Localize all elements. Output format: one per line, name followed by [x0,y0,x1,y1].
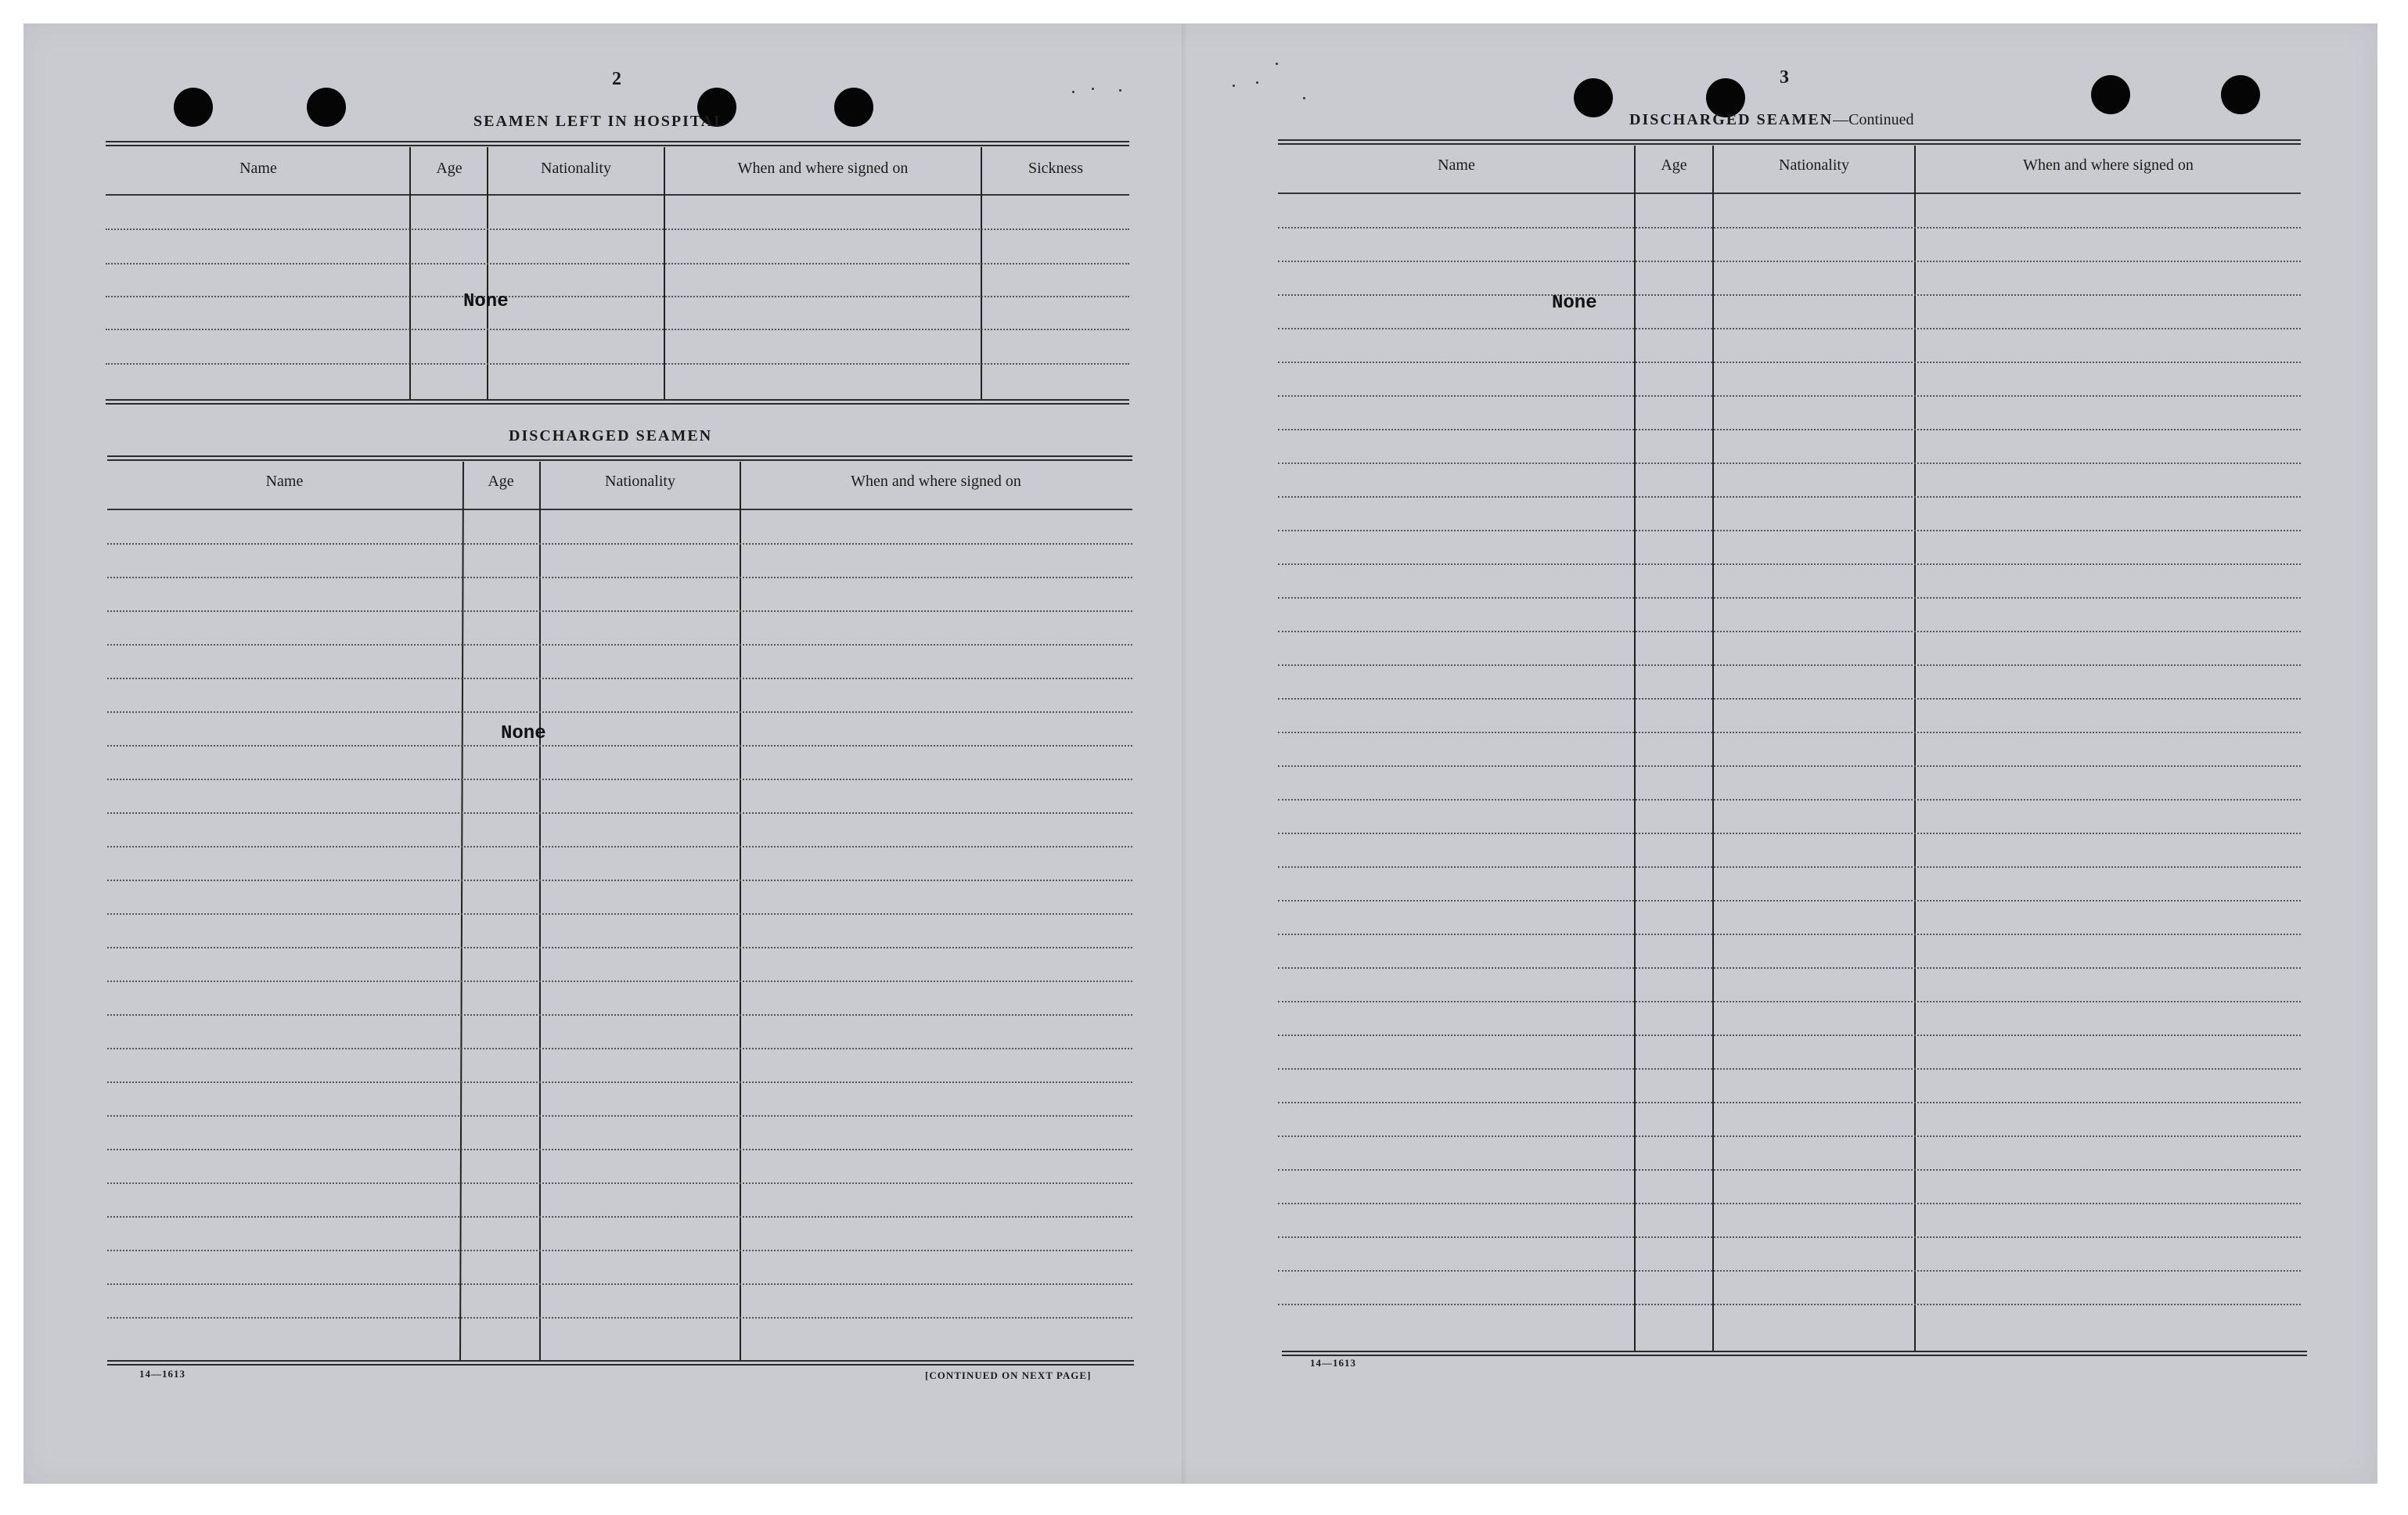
entry-line [106,329,1129,330]
column-divider [1712,146,1714,1352]
header-rule [107,509,1132,510]
column-header: Age [488,473,514,490]
section-title-text: DISCHARGED SEAMEN [1629,111,1834,128]
entry-line [1278,664,2301,666]
entry-line [1278,1068,2301,1070]
entry-line [1278,1035,2301,1036]
punch-hole [2091,75,2130,114]
form-number: 14—1613 [139,1368,185,1380]
entry-line [107,644,1132,646]
entry-line [1278,395,2301,397]
table-bottom-rule [106,399,1129,405]
ink-speck [1072,91,1074,93]
table-bottom-rule [1282,1351,2307,1356]
entry-line [107,812,1132,814]
ink-speck [1256,81,1258,84]
entry-line [1278,563,2301,565]
header-rule [106,194,1129,196]
entry-line [107,711,1132,713]
entry-line [1278,1135,2301,1137]
entry-line [107,1115,1132,1117]
entry-line [1278,294,2301,296]
column-header: Sickness [1028,160,1083,177]
table-top-rule [106,141,1129,146]
entry-line [107,846,1132,847]
entry-line [107,1216,1132,1218]
entry-line [1278,1270,2301,1272]
punch-hole [834,88,873,127]
column-header: Nationality [541,160,611,177]
section-title-discharged-continued [1629,111,1914,129]
entry-line [107,543,1132,545]
column-header: Nationality [1779,157,1849,174]
entry-line [107,745,1132,747]
punch-hole [174,88,213,127]
column-divider [740,462,741,1362]
page-number: 3 [1780,67,1790,88]
entry-line [1278,429,2301,430]
entry-line [1278,1304,2301,1305]
ink-speck [1119,89,1121,92]
entry-line [1278,799,2301,801]
column-header: Age [1661,157,1687,174]
entry-line [1278,900,2301,901]
entry-line [1278,967,2301,969]
entry-line [1278,462,2301,464]
entry-line [106,263,1129,264]
entry-line [107,1048,1132,1049]
entry-line [1278,496,2301,498]
entry-line [1278,1169,2301,1171]
entry-line [107,1182,1132,1184]
scanned-document [23,23,2377,1484]
entry-line [107,1317,1132,1319]
table-bottom-rule [107,1360,1134,1366]
entry-line [107,678,1132,679]
entry-line [1278,732,2301,733]
section-title-suffix: —Continued [1833,111,1914,128]
ink-speck [1303,97,1305,99]
column-header: When and where signed on [737,160,909,177]
column-header: Name [239,160,277,177]
entry-line [107,1283,1132,1285]
entry-line [107,610,1132,612]
entry-line [107,577,1132,578]
entry-line [107,1250,1132,1251]
column-header: Nationality [605,473,675,490]
typed-entry: None [1552,293,1597,314]
entry-line [1278,261,2301,262]
entry-line [1278,698,2301,700]
column-header: When and where signed on [2023,157,2194,174]
table-top-rule [1278,139,2301,145]
entry-line [1278,362,2301,363]
column-divider [539,462,541,1362]
entry-line [1278,328,2301,329]
entry-line [107,981,1132,982]
header-rule [1278,193,2301,194]
entry-line [1278,765,2301,767]
column-header: Name [1438,157,1475,174]
entry-line [1278,1001,2301,1002]
entry-line [1278,1102,2301,1103]
entry-line [1278,866,2301,868]
entry-line [1278,1203,2301,1204]
punch-hole [2221,75,2260,114]
entry-line [106,363,1129,365]
entry-line [1278,227,2301,229]
entry-line [107,779,1132,780]
section-title-hospital: SEAMEN LEFT IN HOSPITAL [473,113,726,130]
entry-line [1278,934,2301,935]
punch-hole [1574,78,1613,117]
section-title-discharged: DISCHARGED SEAMEN [509,427,713,444]
entry-line [107,1081,1132,1083]
entry-line [107,1014,1132,1016]
entry-line [106,296,1129,297]
column-header: Age [436,160,463,177]
ink-speck [1092,88,1094,90]
entry-line [107,1149,1132,1150]
ink-speck [1276,63,1278,65]
entry-line [1278,833,2301,834]
entry-line [107,913,1132,915]
typed-entry: None [463,291,509,312]
continued-note: [CONTINUED ON NEXT PAGE] [925,1369,1092,1381]
column-header: When and where signed on [851,473,1021,490]
page-number: 2 [612,69,622,89]
entry-line [1278,1236,2301,1238]
entry-line [107,880,1132,881]
ink-speck [1233,85,1235,87]
entry-line [106,229,1129,230]
form-number: 14—1613 [1310,1357,1356,1369]
column-divider [1914,146,1916,1352]
entry-line [1278,597,2301,599]
entry-line [1278,631,2301,632]
punch-hole [307,88,346,127]
column-header: Name [265,473,304,490]
column-divider [1634,146,1636,1352]
entry-line [107,947,1132,948]
table-top-rule [107,455,1132,461]
typed-entry: None [501,723,546,744]
page-fold [1182,23,1188,1484]
entry-line [1278,530,2301,531]
